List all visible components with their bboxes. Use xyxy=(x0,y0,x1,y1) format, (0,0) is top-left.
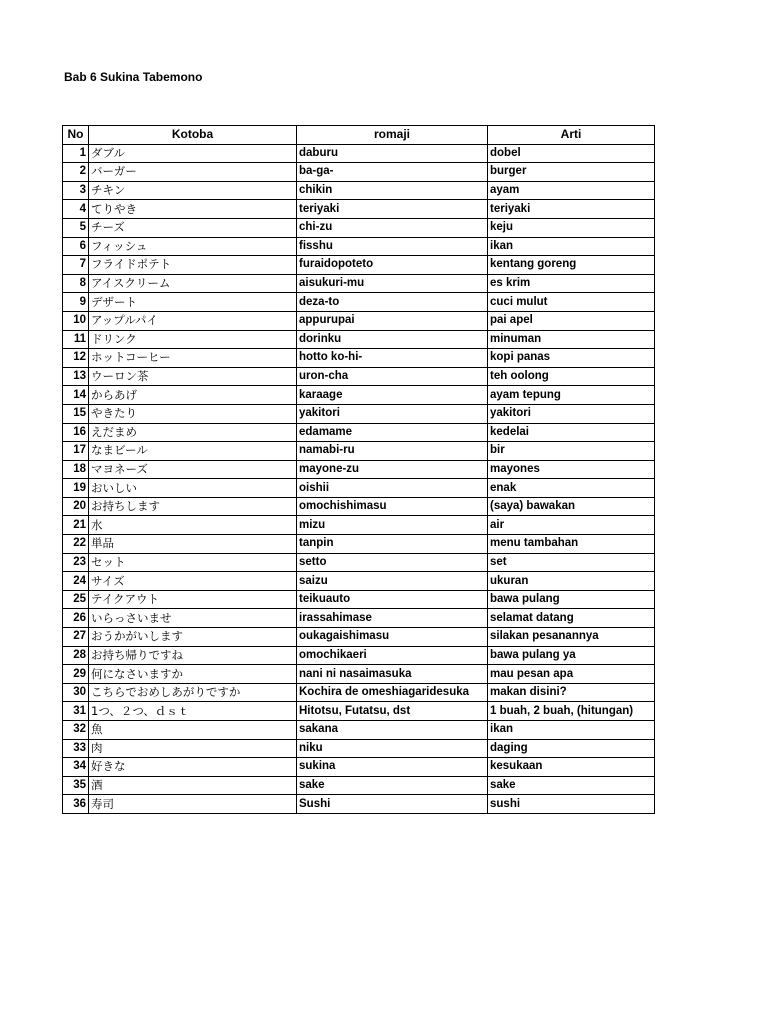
table-row xyxy=(63,665,655,684)
cell-no: 32 xyxy=(63,721,89,740)
cell-no: 2 xyxy=(63,163,89,182)
cell-romaji: saizu xyxy=(297,572,488,591)
cell-kotoba: テイクアウト xyxy=(89,590,297,609)
cell-kotoba: こちらでおめしあがりですか xyxy=(89,683,297,702)
cell-no: 8 xyxy=(63,274,89,293)
table-row xyxy=(63,330,655,349)
header-kotoba: Kotoba xyxy=(89,126,297,145)
table-row xyxy=(63,553,655,572)
cell-arti: kopi panas xyxy=(488,349,655,368)
cell-arti: pai apel xyxy=(488,311,655,330)
cell-no: 34 xyxy=(63,758,89,777)
cell-no: 6 xyxy=(63,237,89,256)
cell-no: 35 xyxy=(63,776,89,795)
cell-arti: ikan xyxy=(488,721,655,740)
cell-arti: ukuran xyxy=(488,572,655,591)
cell-romaji: mayone-zu xyxy=(297,460,488,479)
table-row xyxy=(63,702,655,721)
table-row xyxy=(63,144,655,163)
cell-romaji: Sushi xyxy=(297,795,488,814)
cell-kotoba: チキン xyxy=(89,181,297,200)
cell-romaji: fisshu xyxy=(297,237,488,256)
cell-arti: kesukaan xyxy=(488,758,655,777)
header-no: No xyxy=(63,126,89,145)
cell-romaji: edamame xyxy=(297,423,488,442)
cell-romaji: irassahimase xyxy=(297,609,488,628)
table-row xyxy=(63,200,655,219)
cell-romaji: appurupai xyxy=(297,311,488,330)
cell-arti: (saya) bawakan xyxy=(488,497,655,516)
cell-kotoba: マヨネーズ xyxy=(89,460,297,479)
cell-arti: teh oolong xyxy=(488,367,655,386)
cell-no: 25 xyxy=(63,590,89,609)
table-row xyxy=(63,367,655,386)
cell-no: 7 xyxy=(63,256,89,275)
cell-kotoba: えだまめ xyxy=(89,423,297,442)
table-row xyxy=(63,758,655,777)
cell-romaji: uron-cha xyxy=(297,367,488,386)
table-header-row xyxy=(63,126,655,145)
cell-no: 4 xyxy=(63,200,89,219)
cell-arti: 1 buah, 2 buah, (hitungan) xyxy=(488,702,655,721)
cell-no: 27 xyxy=(63,628,89,647)
cell-no: 24 xyxy=(63,572,89,591)
cell-arti: kedelai xyxy=(488,423,655,442)
table-row xyxy=(63,218,655,237)
cell-romaji: oishii xyxy=(297,479,488,498)
cell-arti: menu tambahan xyxy=(488,535,655,554)
cell-arti: sushi xyxy=(488,795,655,814)
cell-no: 21 xyxy=(63,516,89,535)
cell-romaji: daburu xyxy=(297,144,488,163)
cell-romaji: niku xyxy=(297,739,488,758)
cell-arti: bawa pulang xyxy=(488,590,655,609)
cell-arti: mau pesan apa xyxy=(488,665,655,684)
cell-kotoba: ホットコーヒー xyxy=(89,349,297,368)
cell-kotoba: お持ちします xyxy=(89,497,297,516)
cell-no: 36 xyxy=(63,795,89,814)
cell-arti: ikan xyxy=(488,237,655,256)
cell-kotoba: ダブル xyxy=(89,144,297,163)
cell-kotoba: フィッシュ xyxy=(89,237,297,256)
table-row xyxy=(63,739,655,758)
table-row xyxy=(63,479,655,498)
cell-no: 10 xyxy=(63,311,89,330)
cell-romaji: namabi-ru xyxy=(297,442,488,461)
cell-arti: bawa pulang ya xyxy=(488,646,655,665)
cell-arti: keju xyxy=(488,218,655,237)
table-row xyxy=(63,628,655,647)
table-row xyxy=(63,293,655,312)
cell-romaji: omochikaeri xyxy=(297,646,488,665)
table-row xyxy=(63,386,655,405)
cell-arti: ayam tepung xyxy=(488,386,655,405)
table-row xyxy=(63,460,655,479)
cell-kotoba: いらっさいませ xyxy=(89,609,297,628)
cell-kotoba: バーガー xyxy=(89,163,297,182)
cell-romaji: ba-ga- xyxy=(297,163,488,182)
cell-arti: teriyaki xyxy=(488,200,655,219)
cell-no: 31 xyxy=(63,702,89,721)
cell-romaji: karaage xyxy=(297,386,488,405)
cell-arti: minuman xyxy=(488,330,655,349)
cell-no: 1 xyxy=(63,144,89,163)
cell-kotoba: ドリンク xyxy=(89,330,297,349)
cell-kotoba: セット xyxy=(89,553,297,572)
cell-arti: ayam xyxy=(488,181,655,200)
cell-kotoba: 1つ、２つ、ｄｓｔ xyxy=(89,702,297,721)
table-row xyxy=(63,646,655,665)
cell-arti: selamat datang xyxy=(488,609,655,628)
cell-arti: es krim xyxy=(488,274,655,293)
cell-no: 29 xyxy=(63,665,89,684)
cell-romaji: Hitotsu, Futatsu, dst xyxy=(297,702,488,721)
table-row xyxy=(63,274,655,293)
cell-kotoba: てりやき xyxy=(89,200,297,219)
table-row xyxy=(63,163,655,182)
cell-romaji: oukagaishimasu xyxy=(297,628,488,647)
cell-kotoba: 魚 xyxy=(89,721,297,740)
table-row xyxy=(63,609,655,628)
cell-arti: dobel xyxy=(488,144,655,163)
cell-no: 22 xyxy=(63,535,89,554)
cell-romaji: mizu xyxy=(297,516,488,535)
cell-arti: makan disini? xyxy=(488,683,655,702)
cell-romaji: Kochira de omeshiagaridesuka xyxy=(297,683,488,702)
cell-kotoba: デザート xyxy=(89,293,297,312)
table-row xyxy=(63,349,655,368)
cell-romaji: sakana xyxy=(297,721,488,740)
cell-romaji: hotto ko-hi- xyxy=(297,349,488,368)
cell-kotoba: おいしい xyxy=(89,479,297,498)
cell-romaji: setto xyxy=(297,553,488,572)
cell-romaji: dorinku xyxy=(297,330,488,349)
cell-arti: daging xyxy=(488,739,655,758)
cell-kotoba: 酒 xyxy=(89,776,297,795)
header-romaji: romaji xyxy=(297,126,488,145)
cell-kotoba: チーズ xyxy=(89,218,297,237)
cell-kotoba: なまビール xyxy=(89,442,297,461)
cell-arti: bir xyxy=(488,442,655,461)
table-row xyxy=(63,311,655,330)
cell-arti: set xyxy=(488,553,655,572)
vocabulary-table xyxy=(62,125,655,814)
cell-no: 15 xyxy=(63,404,89,423)
cell-arti: air xyxy=(488,516,655,535)
table-row xyxy=(63,683,655,702)
cell-no: 5 xyxy=(63,218,89,237)
cell-arti: yakitori xyxy=(488,404,655,423)
header-arti: Arti xyxy=(488,126,655,145)
table-row xyxy=(63,721,655,740)
cell-kotoba: フライドポテト xyxy=(89,256,297,275)
table-row xyxy=(63,572,655,591)
cell-kotoba: やきたり xyxy=(89,404,297,423)
cell-no: 26 xyxy=(63,609,89,628)
cell-arti: mayones xyxy=(488,460,655,479)
cell-arti: enak xyxy=(488,479,655,498)
table-body xyxy=(63,144,655,813)
cell-romaji: omochishimasu xyxy=(297,497,488,516)
table-row xyxy=(63,795,655,814)
table-row xyxy=(63,776,655,795)
cell-romaji: aisukuri-mu xyxy=(297,274,488,293)
cell-kotoba: サイズ xyxy=(89,572,297,591)
cell-kotoba: 肉 xyxy=(89,739,297,758)
cell-kotoba: アップルパイ xyxy=(89,311,297,330)
document-title: Bab 6 Sukina Tabemono xyxy=(64,70,203,84)
cell-arti: burger xyxy=(488,163,655,182)
table-row xyxy=(63,516,655,535)
cell-no: 20 xyxy=(63,497,89,516)
cell-arti: sake xyxy=(488,776,655,795)
cell-no: 33 xyxy=(63,739,89,758)
table-row xyxy=(63,181,655,200)
cell-arti: silakan pesanannya xyxy=(488,628,655,647)
table-row xyxy=(63,423,655,442)
cell-kotoba: 好きな xyxy=(89,758,297,777)
cell-no: 9 xyxy=(63,293,89,312)
cell-romaji: furaidopoteto xyxy=(297,256,488,275)
cell-kotoba: 何になさいますか xyxy=(89,665,297,684)
cell-romaji: sukina xyxy=(297,758,488,777)
table-row xyxy=(63,404,655,423)
cell-no: 12 xyxy=(63,349,89,368)
cell-romaji: sake xyxy=(297,776,488,795)
cell-no: 16 xyxy=(63,423,89,442)
cell-no: 19 xyxy=(63,479,89,498)
cell-no: 30 xyxy=(63,683,89,702)
cell-no: 14 xyxy=(63,386,89,405)
table-row xyxy=(63,535,655,554)
table-row xyxy=(63,497,655,516)
cell-romaji: chi-zu xyxy=(297,218,488,237)
cell-romaji: chikin xyxy=(297,181,488,200)
table-row xyxy=(63,237,655,256)
cell-no: 3 xyxy=(63,181,89,200)
cell-kotoba: からあげ xyxy=(89,386,297,405)
table-row xyxy=(63,590,655,609)
cell-romaji: teriyaki xyxy=(297,200,488,219)
cell-no: 28 xyxy=(63,646,89,665)
table-row xyxy=(63,442,655,461)
cell-kotoba: 寿司 xyxy=(89,795,297,814)
cell-romaji: tanpin xyxy=(297,535,488,554)
cell-no: 17 xyxy=(63,442,89,461)
cell-kotoba: 単品 xyxy=(89,535,297,554)
cell-no: 23 xyxy=(63,553,89,572)
cell-no: 11 xyxy=(63,330,89,349)
table-row xyxy=(63,256,655,275)
cell-romaji: deza-to xyxy=(297,293,488,312)
cell-romaji: nani ni nasaimasuka xyxy=(297,665,488,684)
cell-arti: cuci mulut xyxy=(488,293,655,312)
cell-kotoba: 水 xyxy=(89,516,297,535)
cell-no: 13 xyxy=(63,367,89,386)
cell-kotoba: お持ち帰りですね xyxy=(89,646,297,665)
cell-romaji: teikuauto xyxy=(297,590,488,609)
cell-kotoba: おうかがいします xyxy=(89,628,297,647)
cell-romaji: yakitori xyxy=(297,404,488,423)
cell-arti: kentang goreng xyxy=(488,256,655,275)
cell-kotoba: アイスクリーム xyxy=(89,274,297,293)
cell-no: 18 xyxy=(63,460,89,479)
cell-kotoba: ウーロン茶 xyxy=(89,367,297,386)
